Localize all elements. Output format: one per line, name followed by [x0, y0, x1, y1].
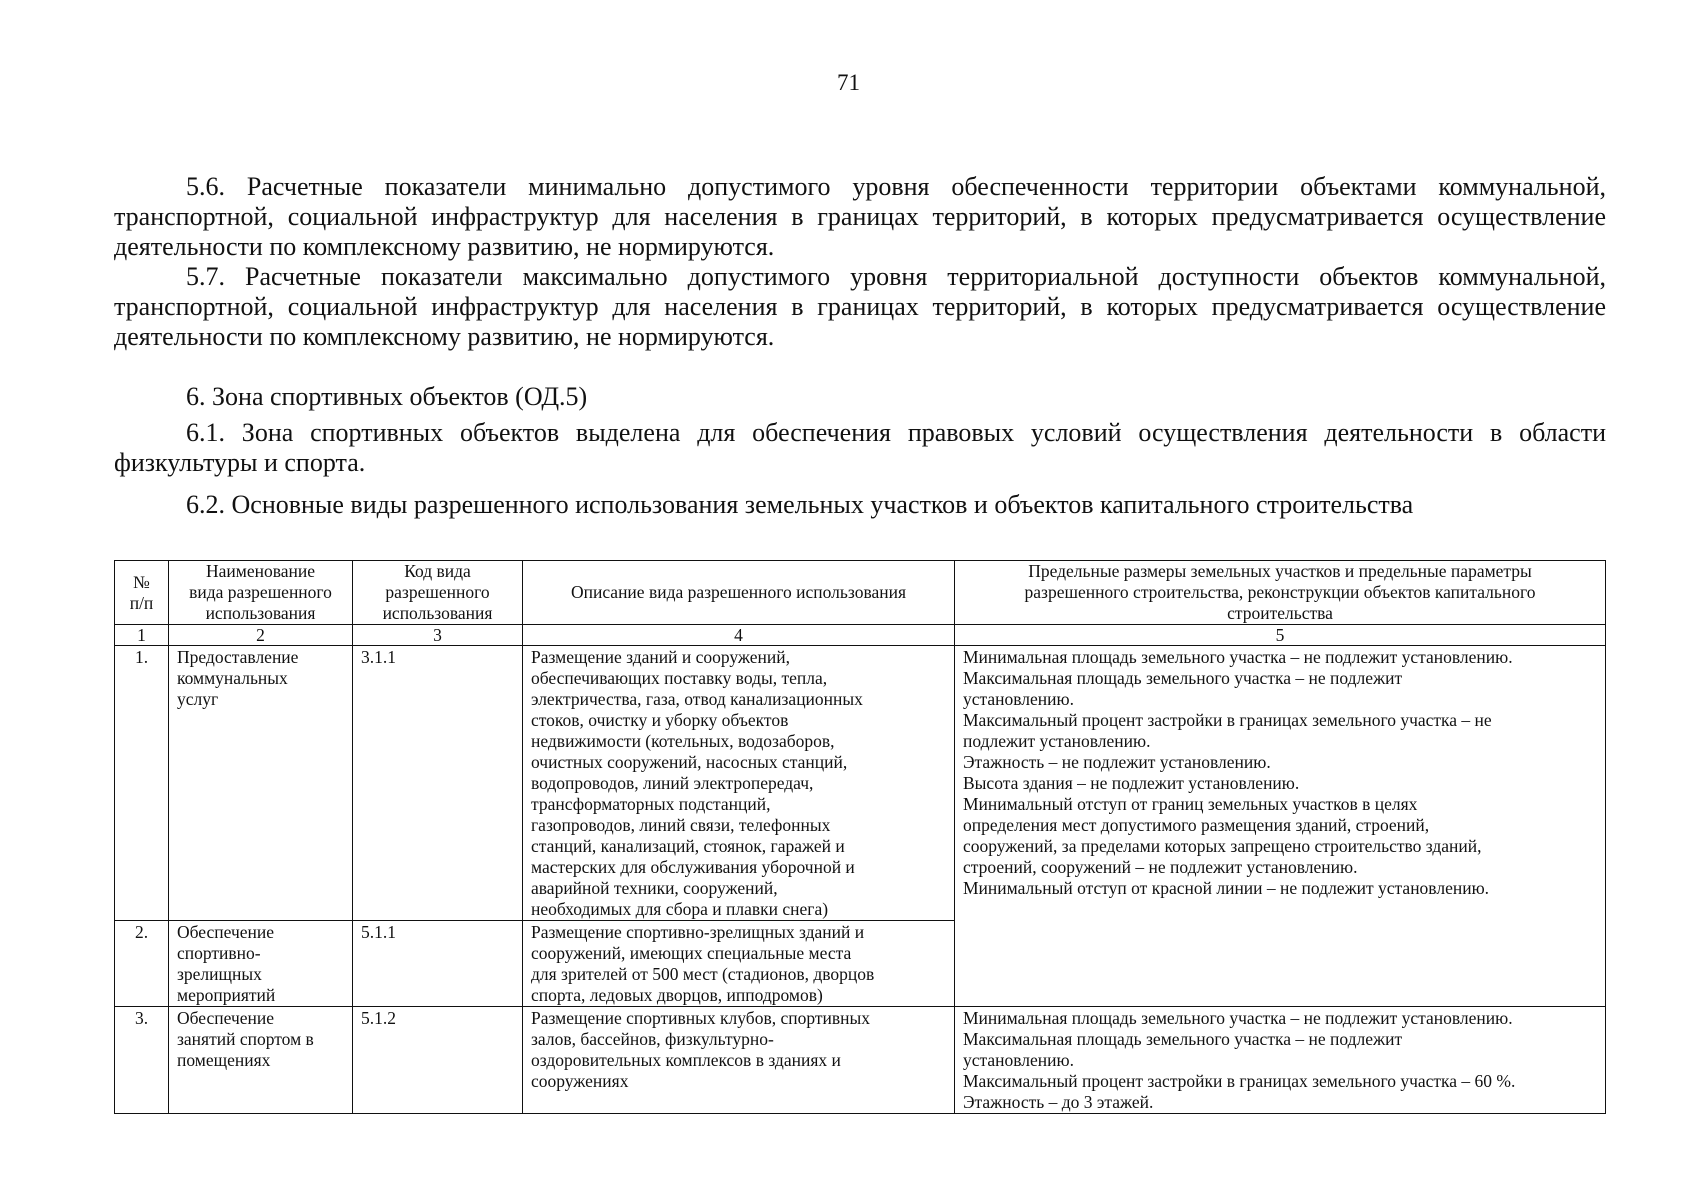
row-number: 2.: [115, 921, 169, 1007]
column-number: 4: [523, 625, 955, 646]
land-use-table: [114, 560, 1606, 1114]
row-use-name: Предоставление коммунальных услуг: [169, 646, 353, 921]
table-row: [115, 1007, 1606, 1114]
header-limits: Предельные размеры земельных участков и предельные параметры разрешенного строительства, реконструкции объектов капитального строительства: [955, 561, 1606, 625]
row-limits: Минимальная площадь земельного участка – не подлежит установлению. Максимальная площадь земельного участка – не подлежит установлению. Максимальный процент застройки в границах земельного участка – не подлежит установлению. Этажность – не подлежит установлению. Высота здания – не подлежит установлению. Минимальный отступ от границ земельных участков в целях определения мест допустимого размещения зданий, строений, сооружений, за пределами которых запрещено строительство зданий, строений, сооружений – не подлежит установлению. Минимальный отступ от красной линии – не подлежит установлению.: [955, 646, 1606, 1007]
table-row: [115, 646, 1606, 921]
row-use-code: 5.1.2: [353, 1007, 523, 1114]
header-use-description: Описание вида разрешенного использования: [523, 561, 955, 625]
header-number: № п/п: [115, 561, 169, 625]
paragraph-6-1: 6.1. Зона спортивных объектов выделена для обеспечения правовых условий осуществления деятельности в области физкультуры и спорта.: [114, 418, 1606, 477]
column-number: 3: [353, 625, 523, 646]
column-number-row: [115, 625, 1606, 646]
row-number: 3.: [115, 1007, 169, 1114]
header-use-name: Наименование вида разрешенного использования: [169, 561, 353, 625]
column-number: 5: [955, 625, 1606, 646]
header-use-code: Код вида разрешенного использования: [353, 561, 523, 625]
paragraph-5-6: 5.6. Расчетные показатели минимально допустимого уровня обеспеченности территории объектами коммунальной, транспортной, социальной инфраструктур для населения в границах территорий, в которых предусматривается осуществление деятельности по комплексному развитию, не нормируются.: [114, 172, 1606, 261]
table-header-row: [115, 561, 1606, 625]
row-use-code: 5.1.1: [353, 921, 523, 1007]
column-number: 2: [169, 625, 353, 646]
row-use-description: Размещение спортивно-зрелищных зданий и сооружений, имеющих специальные места для зрителей от 500 мест (стадионов, дворцов спорта, ледовых дворцов, ипподромов): [523, 921, 955, 1007]
row-use-description: Размещение зданий и сооружений, обеспечивающих поставку воды, тепла, электричества, газа, отвод канализационных стоков, очистку и уборку объектов недвижимости (котельных, водозаборов, очистных сооружений, насосных станций, водопроводов, линий электропередач, трансформаторных подстанций, газопроводов, линий связи, телефонных станций, канализаций, стоянок, гаражей и мастерских для обслуживания уборочной и аварийной техники, сооружений, необходимых для сбора и плавки снега): [523, 646, 955, 921]
section-heading-6: 6. Зона спортивных объектов (ОД.5): [186, 382, 588, 411]
row-use-name: Обеспечение спортивно- зрелищных мероприятий: [169, 921, 353, 1007]
row-number: 1.: [115, 646, 169, 921]
page-number: 71: [837, 70, 860, 95]
row-use-name: Обеспечение занятий спортом в помещениях: [169, 1007, 353, 1114]
row-limits: Минимальная площадь земельного участка – не подлежит установлению. Максимальная площадь земельного участка – не подлежит установлению. Максимальный процент застройки в границах земельного участка – 60 %. Этажность – до 3 этажей.: [955, 1007, 1606, 1114]
paragraph-5-7: 5.7. Расчетные показатели максимально допустимого уровня территориальной доступности объектов коммунальной, транспортной, социальной инфраструктур для населения в границах территорий, в которых предусматривается осуществление деятельности по комплексному развитию, не нормируются.: [114, 262, 1606, 351]
paragraph-6-2: 6.2. Основные виды разрешенного использования земельных участков и объектов капитального строительства: [186, 490, 1414, 519]
row-use-code: 3.1.1: [353, 646, 523, 921]
row-use-description: Размещение спортивных клубов, спортивных залов, бассейнов, физкультурно- оздоровительных комплексов в зданиях и сооружениях: [523, 1007, 955, 1114]
column-number: 1: [115, 625, 169, 646]
